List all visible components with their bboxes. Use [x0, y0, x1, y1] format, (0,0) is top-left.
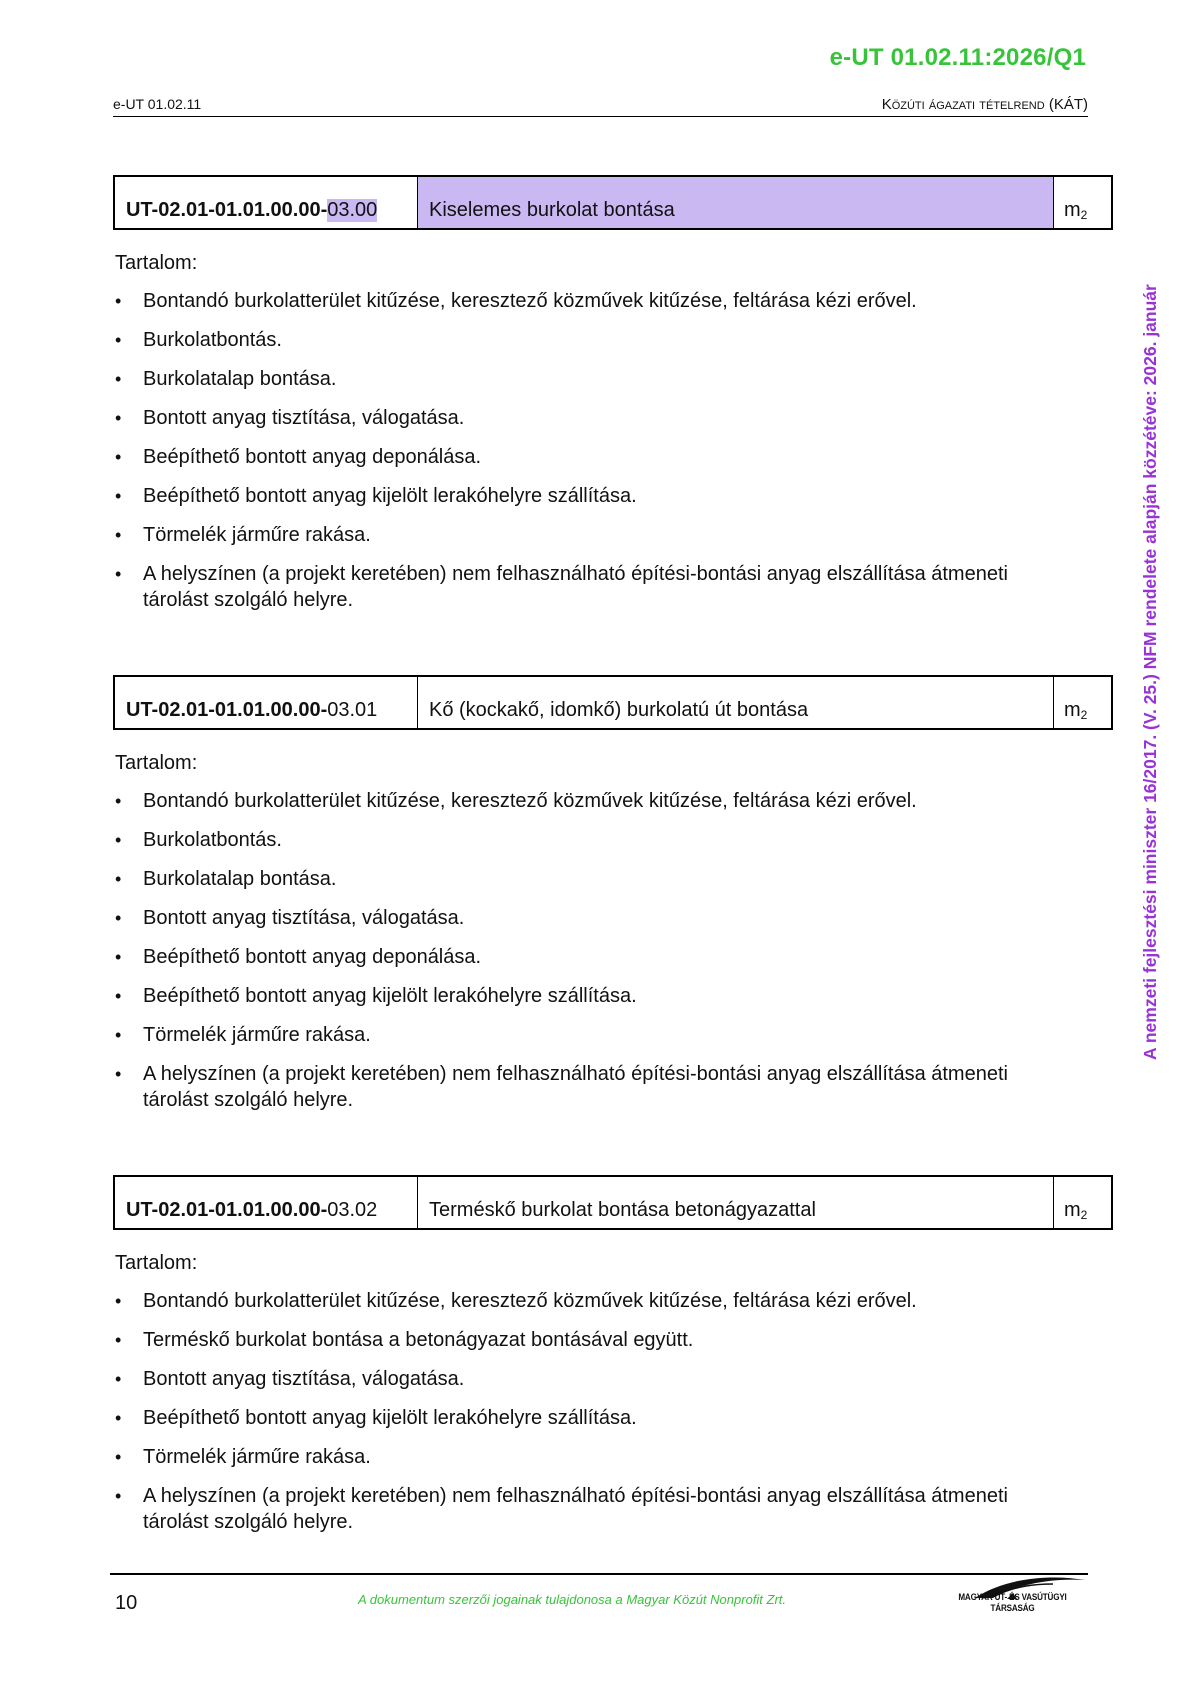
unit-base: m — [1064, 699, 1081, 721]
copyright-notice: A dokumentum szerzői jogainak tulajdonosa a Magyar Közút Nonprofit Zrt. — [358, 1592, 787, 1607]
header-title: Közúti ágazati tételrend (KÁT) — [881, 96, 1088, 113]
list-item: • Bontott anyag tisztítása, válogatása. — [113, 1366, 1023, 1392]
list-item: • Beépíthető bontott anyag deponálása. — [113, 944, 1023, 970]
item-block — [113, 675, 1113, 1113]
item-code — [115, 177, 418, 228]
item-header-table — [113, 1175, 1113, 1230]
item-block — [113, 175, 1113, 613]
item-name: Terméskő burkolat bontása betonágyazattal — [418, 1177, 1054, 1228]
item-unit — [1054, 677, 1111, 728]
list-item: • A helyszínen (a projekt keretében) nem felhasználható építési-bontási anyag elszállítása átmeneti tárolást szolgáló helyre. — [113, 1483, 1023, 1535]
list-item: • A helyszínen (a projekt keretében) nem felhasználható építési-bontási anyag elszállítása átmeneti tárolást szolgáló helyre. — [113, 1061, 1023, 1113]
item-unit — [1054, 1177, 1111, 1228]
item-code-suffix: 03.00 — [327, 199, 378, 221]
list-item: • Bontott anyag tisztítása, válogatása. — [113, 405, 1023, 431]
unit-base: m — [1064, 1199, 1081, 1221]
content-list — [113, 1288, 1113, 1535]
item-unit — [1054, 177, 1111, 228]
header-doc-code: e-UT 01.02.11 — [113, 96, 202, 112]
list-item: • Bontott anyag tisztítása, válogatása. — [113, 905, 1023, 931]
item-code-suffix: 03.02 — [327, 1199, 378, 1221]
document-stamp: e-UT 01.02.11:2026/Q1 — [829, 44, 1086, 71]
unit-exponent: 2 — [1080, 708, 1088, 722]
item-name: Kiselemes burkolat bontása — [418, 177, 1054, 228]
unit-base: m — [1064, 199, 1081, 221]
page-header — [113, 94, 1088, 117]
item-code-prefix: UT-02.01-01.01.00.00- — [126, 199, 328, 221]
item-block — [113, 1175, 1113, 1535]
item-name: Kő (kockakő, idomkő) burkolatú út bontása — [418, 677, 1054, 728]
unit-exponent: 2 — [1080, 208, 1088, 222]
item-header-table — [113, 675, 1113, 730]
organization-logo — [935, 1572, 1090, 1614]
list-item: • Beépíthető bontott anyag kijelölt lerakóhelyre szállítása. — [113, 1405, 1023, 1431]
list-item: • Beépíthető bontott anyag kijelölt lerakóhelyre szállítása. — [113, 483, 1023, 509]
side-publication-note: A nemzeti fejlesztési miniszter 16/2017. (V. 25.) NFM rendelete alapján közzétéve: 2026. január — [1140, 284, 1160, 1060]
list-item: • Burkolatalap bontása. — [113, 366, 1023, 392]
list-item: • Törmelék járműre rakása. — [113, 1444, 1023, 1470]
item-code-prefix: UT-02.01-01.01.00.00- — [126, 699, 328, 721]
content-list — [113, 288, 1113, 613]
content-label: Tartalom: — [115, 1252, 198, 1274]
logo-text: MAGYAR ÚT- ÉS VASÚTÜGYI TÁRSASÁG — [958, 1592, 1067, 1614]
unit-exponent: 2 — [1080, 1208, 1088, 1222]
list-item: • A helyszínen (a projekt keretében) nem felhasználható építési-bontási anyag elszállítása átmeneti tárolást szolgáló helyre. — [113, 561, 1023, 613]
list-item: • Bontandó burkolatterület kitűzése, keresztező közművek kitűzése, feltárása kézi erővel. — [113, 788, 1023, 814]
list-item: • Törmelék járműre rakása. — [113, 522, 1023, 548]
item-code — [115, 677, 418, 728]
list-item: • Terméskő burkolat bontása a betonágyazat bontásával együtt. — [113, 1327, 1023, 1353]
item-header-table — [113, 175, 1113, 230]
list-item: • Beépíthető bontott anyag deponálása. — [113, 444, 1023, 470]
page-number: 10 — [115, 1592, 138, 1614]
list-item: • Bontandó burkolatterület kitűzése, keresztező közművek kitűzése, feltárása kézi erővel. — [113, 288, 1023, 314]
item-code — [115, 1177, 418, 1228]
item-code-prefix: UT-02.01-01.01.00.00- — [126, 1199, 328, 1221]
content-label: Tartalom: — [115, 252, 198, 274]
list-item: • Beépíthető bontott anyag kijelölt lerakóhelyre szállítása. — [113, 983, 1023, 1009]
list-item: • Törmelék járműre rakása. — [113, 1022, 1023, 1048]
list-item: • Burkolatbontás. — [113, 827, 1023, 853]
content-list — [113, 788, 1113, 1113]
list-item: • Burkolatalap bontása. — [113, 866, 1023, 892]
content-label: Tartalom: — [115, 752, 198, 774]
list-item: • Burkolatbontás. — [113, 327, 1023, 353]
item-code-suffix: 03.01 — [327, 699, 378, 721]
list-item: • Bontandó burkolatterület kitűzése, keresztező közművek kitűzése, feltárása kézi erővel. — [113, 1288, 1023, 1314]
